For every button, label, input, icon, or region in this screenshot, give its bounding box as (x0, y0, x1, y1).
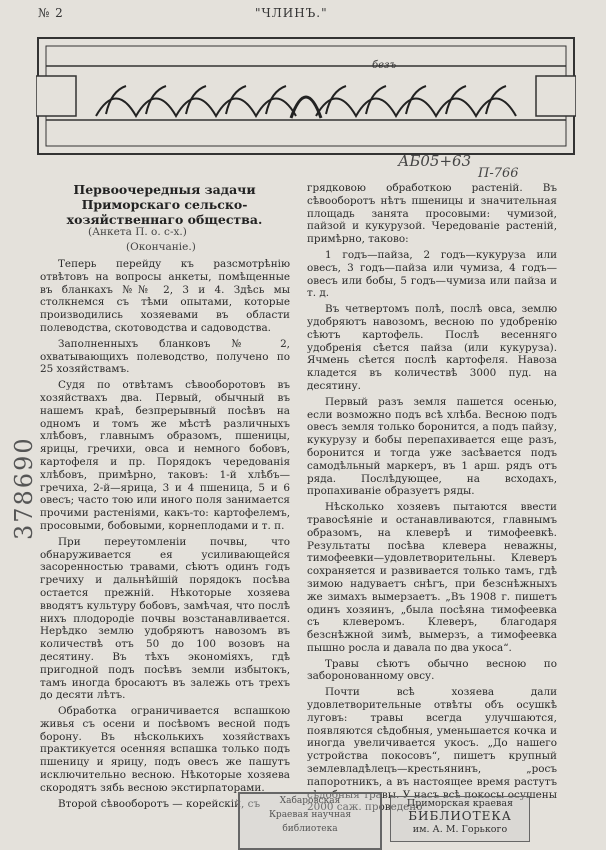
paragraph: Нѣсколько хозяевъ пытаются ввести травосѣяніе и останавливаются, главнымъ образомъ, на клеверѣ и тимофеевкѣ. Результаты посѣва клевера неважны, тимофеевки—удовлетворительны. Клеверъ сохраняется и развивается только тамъ, гдѣ зимою надуваетъ снѣгъ, при безснѣжныхъ же зимахъ вымерзаетъ. „Въ 1908 г. пишетъ одинъ хозяинъ, „была посѣяна тимофеевка съ клеверомъ. Клеверъ, благодаря безснѣжной зимѣ, вымерзъ, а тимофеевка пышно росла и давала по два укоса“. (307, 501, 557, 654)
stamp-line: БИБЛИОТЕКА (408, 809, 512, 823)
paragraph: Обработка ограничивается вспашкою живья съ осени и посѣвомъ весной подъ борону. Въ нѣсколькихъ хозяйствахъ практикуется осенняя вспашка только подъ пшеницу и ярицу, подъ овесъ же пашутъ исключительно весною. Нѣкоторые хозяева скородятъ зябь весною экстирпаторами. (40, 705, 290, 794)
stamp-line: библиотека (282, 824, 338, 834)
paragraph: Второй сѣвооборотъ — корейскій, съ (58, 797, 261, 810)
library-stamp-right (390, 796, 530, 842)
stamp-line: им. А. М. Горького (412, 824, 508, 835)
stamp-line: Хабаровская (279, 796, 341, 806)
handwritten-shelfmark: АБ05+63 (398, 152, 472, 170)
article-note: (Окончаніе.) (126, 241, 196, 253)
paragraph: Почти всѣ хозяева дали удовлетворительные отвѣты объ осушкѣ луговъ: травы всегда улучшаются, появляются сѣдобныя, уменьшается кочка и иногда увеличивается укосъ. „До нашего устройства покосовъ“, пишетъ крупный землевладѣлецъ—крестьянинъ, „росъ папоротникъ, а въ настоящее время растутъ сѣдобныя травы. У насъ всѣ покосы осушены 2000 саж. проведено (307, 686, 557, 814)
stamp-line: Краевая научная (268, 810, 352, 820)
handwritten-inventory: П-766 (478, 166, 519, 181)
paragraph: Теперь перейду къ разсмотрѣнію отвѣтовъ на вопросы анкеты, помѣщенные въ бланкахъ №№ 2, 3 и 4. Здѣсь мы столкнемся съ тѣми опытами, которые производились хозяевами въ области полеводства, скотоводства и садоводства. (40, 258, 290, 334)
paragraph: Заполненныхъ бланковъ № 2, охватывающихъ полеводство, получено по 25 хозяйствамъ. (40, 337, 290, 376)
right-column (307, 182, 557, 817)
paragraph: Первый разъ земля пашется осенью, если возможно подъ всѣ хлѣба. Весною подъ овесъ земля только боронится, а подъ пайзу, кукурузу и бобы перепахивается еще разъ, боронится и тогда уже засѣвается подъ самодѣльный маркеръ, въ 1 арш. рядъ отъ ряда. Послѣдующее, на всходахъ, пропахиваніе образуетъ ряды. (307, 395, 557, 498)
paragraph: Травы сѣютъ обычно весною по заборонованному овсу. (307, 657, 557, 683)
paragraph: Судя по отвѣтамъ сѣвооборотовъ въ хозяйствахъ два. Первый, обычный въ нашемъ краѣ, безпрерывный посѣвъ на одномъ и томъ же мѣстѣ различныхъ хлѣбовъ, главнымъ образомъ, пшеницы, ярицы, гречихи, овса и немного бобовъ, картофеля и пр. Порядокъ чередованія хлѣбовъ, примѣрно, таковъ: 1-й хлѣбъ—гречиха, 2-й—ярица, 3 и 4 пшеница, 5 и 6 овесъ; часто тою или иного поля занимается прочими растеніями, какъ-то: картофелемъ, просовыми, бобовыми, корнеплодами и т. п. (40, 379, 290, 532)
article-title: Первоочередныя задачи Приморскаго сельско-хозяйственнаго общества. (66, 182, 263, 227)
decorative-ornament (36, 36, 576, 156)
stamp-line: Приморская краевая (406, 798, 514, 809)
paragraph: 1 годъ—пайза, 2 годъ—кукуруза или овесъ, 3 годъ—пайза или чумиза, 4 годъ—овесъ или бобы, 5 годъ—чумиза или пайза и т. д. (307, 248, 557, 300)
article-subtitle: (Анкета П. о. с-х.) (88, 226, 187, 238)
library-stamp-left (238, 792, 382, 850)
ornament-word: безъ (372, 60, 397, 71)
issue-number: № 2 (38, 6, 64, 20)
paragraph: Въ четвертомъ полѣ, послѣ овса, землю удобряютъ навозомъ, весною по удобренію сѣютъ картофель. Послѣ весенняго удобренія сѣется пайза (или кукуруза). Ячмень сѣется послѣ картофеля. Навоза кладется въ количествѣ 3000 пуд. на десятину. (307, 303, 557, 392)
journal-name: "ЧЛИНЪ." (255, 6, 328, 20)
paragraph: При переутомленіи почвы, что обнаруживается ея усиливающейся засоренностью травами, сѣютъ одинъ годъ гречиху и дальнѣйшій порядокъ посѣва остается прежній. Нѣкоторые хозяева вводятъ культуру бобовъ, замѣчая, что послѣ нихъ плодородіе почвы возстанавливается. Нерѣдко землю удобряютъ навозомъ въ количествѣ отъ 50 до 100 возовъ на десятину. Въ тѣхъ экономіяхъ, гдѣ пригодной подъ посѣвъ земли избытокъ, тамъ иногда бросаютъ въ залежь отъ трехъ до десяти лѣтъ. (40, 535, 290, 702)
side-inventory-number: 378690 (10, 436, 38, 540)
paragraph: грядковою обработкою растеній. Въ сѣвооборотъ нѣтъ пшеницы и значительная площадь занята просовыми: чумизой, пайзой и кукурузой. Чередованіе растеній, примѣрно, таково: (307, 182, 557, 246)
left-column (40, 258, 290, 813)
